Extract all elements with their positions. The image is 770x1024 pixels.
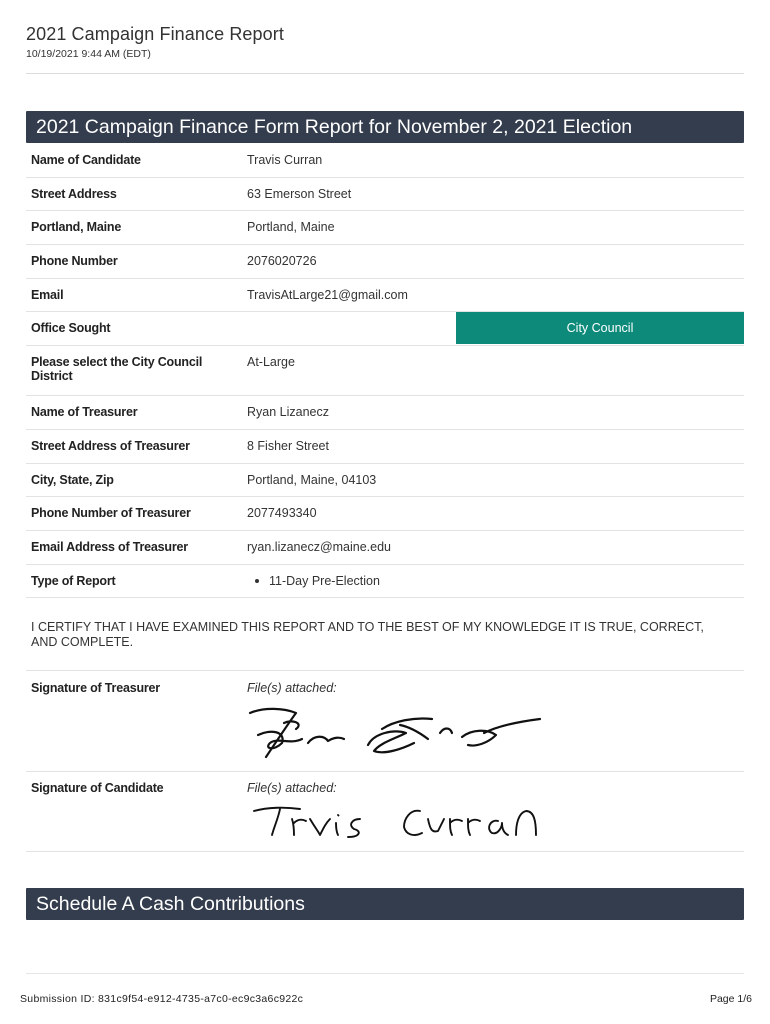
field-row-street-address [26, 178, 744, 212]
treasurer-signature-block [26, 681, 744, 771]
field-label: Email Address of Treasurer [31, 539, 188, 554]
signature-label: Signature of Treasurer [31, 681, 160, 695]
field-value: 2076020726 [247, 254, 317, 269]
report-datetime: 10/19/2021 9:44 AM (EDT) [26, 48, 151, 60]
field-value: Portland, Maine [247, 220, 335, 235]
divider [26, 670, 744, 671]
report-header [26, 24, 744, 60]
field-value: 2077493340 [247, 506, 317, 521]
field-value: At-Large [247, 355, 295, 370]
office-sought-badge: City Council [456, 312, 744, 344]
field-value: Travis Curran [247, 153, 323, 167]
field-row-report-type [26, 565, 744, 599]
signature-label: Signature of Candidate [31, 781, 164, 795]
candidate-signature-image [244, 801, 544, 849]
divider [26, 851, 744, 852]
field-label: City, State, Zip [31, 472, 114, 487]
bullet-icon [255, 579, 259, 583]
files-attached-label: File(s) attached: [247, 781, 337, 795]
field-row-treasurer-email [26, 531, 744, 565]
field-row-office-sought [26, 312, 744, 346]
section-header-schedule-a: Schedule A Cash Contributions [26, 888, 744, 920]
section-header-election-form: 2021 Campaign Finance Form Report for November 2, 2021 Election [26, 111, 744, 143]
field-label: Please select the City Council District [31, 355, 203, 384]
field-label: Phone Number of Treasurer [31, 506, 191, 521]
report-type-value: 11-Day Pre-Election [269, 573, 380, 588]
field-value: TravisAtLarge21@gmail.com [247, 287, 408, 302]
field-label: Name of Candidate [31, 153, 141, 167]
field-label: Street Address [31, 186, 117, 201]
report-title: 2021 Campaign Finance Report [26, 24, 284, 44]
field-label: Portland, Maine [31, 220, 122, 235]
field-row-treasurer-address [26, 430, 744, 464]
field-row-treasurer-name [26, 396, 744, 430]
field-label: Street Address of Treasurer [31, 438, 190, 453]
candidate-signature-block [26, 781, 744, 851]
field-row-district [26, 346, 744, 396]
field-label: Email [31, 287, 64, 302]
submission-id: Submission ID: 831c9f54-e912-4735-a7c0-ec9c3a6c922c [20, 993, 304, 1005]
field-value: Portland, Maine, 04103 [247, 472, 377, 487]
certification-statement: I CERTIFY THAT I HAVE EXAMINED THIS REPORT AND TO THE BEST OF MY KNOWLEDGE IT IS TRUE, CORRECT, AND COMPLETE. [31, 620, 704, 649]
field-label: Office Sought [31, 321, 111, 336]
field-row-treasurer-phone [26, 497, 744, 531]
treasurer-signature-image [244, 699, 544, 767]
field-value: 63 Emerson Street [247, 186, 352, 201]
footer-divider [26, 973, 744, 974]
divider [26, 771, 744, 772]
field-row-city [26, 211, 744, 245]
header-divider [26, 73, 744, 74]
field-value: Ryan Lizanecz [247, 405, 329, 420]
field-label: Type of Report [31, 573, 116, 588]
field-row-candidate-name [26, 144, 744, 178]
files-attached-label: File(s) attached: [247, 681, 337, 695]
field-value: 8 Fisher Street [247, 438, 329, 453]
field-row-phone [26, 245, 744, 279]
field-label: Phone Number [31, 254, 118, 269]
field-row-city-state-zip [26, 464, 744, 498]
field-value: ryan.lizanecz@maine.edu [247, 539, 392, 554]
list-item [247, 574, 744, 588]
field-row-email [26, 279, 744, 313]
page-number: Page 1/6 [709, 993, 752, 1005]
field-label: Name of Treasurer [31, 405, 138, 420]
candidate-fields [26, 144, 744, 598]
report-type-list [242, 565, 744, 598]
